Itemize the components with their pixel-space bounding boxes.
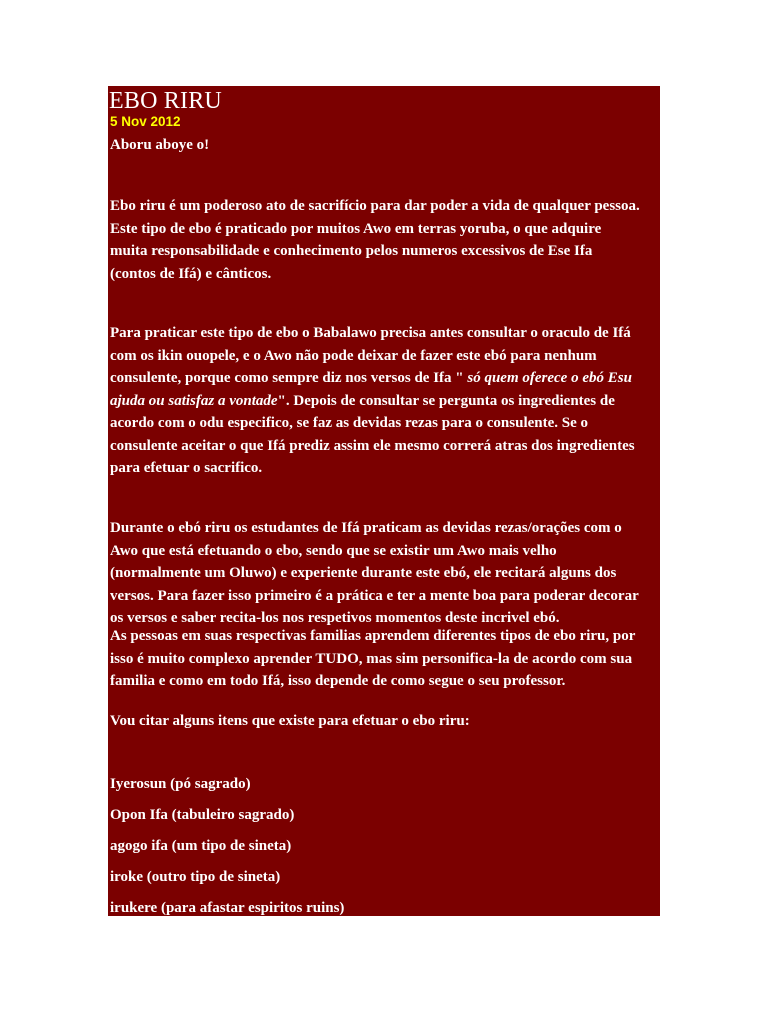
post-date: 5 Nov 2012 xyxy=(110,114,181,129)
paragraph-line: muita responsabilidade e conhecimento pelos numeros excessivos de Ese Ifa xyxy=(110,243,593,259)
list-item: Opon Ifa (tabuleiro sagrado) xyxy=(110,807,295,823)
paragraph-line: consulente aceitar o que Ifá prediz assim ele mesmo correrá atras dos ingredientes xyxy=(110,437,635,454)
paragraph-students xyxy=(110,517,659,630)
paragraph-line: os versos e saber recita-los nos respetivos momentos deste incrivel ebó. xyxy=(110,610,560,626)
paragraph-text: ". Depois de consultar se pergunta os ingredientes de xyxy=(277,392,615,409)
paragraph-line: Para praticar este tipo de ebo o Babalawo precisa antes consultar o oraculo de Ifá xyxy=(110,325,631,341)
blog-post-panel xyxy=(108,86,660,916)
quote-italic: só quem oferece o ebó Esu xyxy=(467,370,632,386)
paragraph-line: Ebo riru é um poderoso ato de sacrifício para dar poder a vida de qualquer pessoa. xyxy=(110,198,640,214)
greeting: Aboru aboye o! xyxy=(110,137,210,153)
list-item: irukere (para afastar espiritos ruins) xyxy=(110,900,345,916)
paragraph-line: com os ikin ouopele, e o Awo não pode deixar de fazer este ebó para nenhum xyxy=(110,347,597,364)
list-item: agogo ifa (um tipo de sineta) xyxy=(110,838,292,854)
paragraph-line xyxy=(110,390,659,413)
list-item: iroke (outro tipo de sineta) xyxy=(110,869,281,885)
post-title: EBO RIRU xyxy=(109,88,222,114)
paragraph-intro xyxy=(110,195,659,285)
paragraph-line: para efetuar o sacrifico. xyxy=(110,460,263,476)
paragraph-line xyxy=(110,367,659,390)
paragraph-items-intro: Vou citar alguns itens que existe para efetuar o ebo riru: xyxy=(110,713,470,729)
paragraph-line: Durante o ebó riru os estudantes de Ifá praticam as devidas rezas/orações com o xyxy=(110,520,622,536)
paragraph-line: (normalmente um Oluwo) e experiente durante este ebó, ele recitará alguns dos xyxy=(110,565,617,581)
paragraph-practice xyxy=(110,322,659,480)
paragraph-line: Awo que está efetuando o ebo, sendo que se existir um Awo mais velho xyxy=(110,542,557,559)
paragraph-line: As pessoas em suas respectivas familias aprendem diferentes tipos de ebo riru, por xyxy=(110,628,636,644)
paragraph-line: versos. Para fazer isso primeiro é a prática e ter a mente boa para poderar decorar xyxy=(110,587,639,604)
paragraph-line: familia e como em todo Ifá, isso depende de como segue o seu professor. xyxy=(110,673,566,689)
paragraph-line: (contos de Ifá) e cânticos. xyxy=(110,265,272,282)
paragraph-line: isso é muito complexo aprender TUDO, mas sim personifica-la de acordo com sua xyxy=(110,650,633,667)
list-item: Iyerosun (pó sagrado) xyxy=(110,776,251,792)
paragraph-text: consulente, porque como sempre diz nos versos de Ifa " xyxy=(110,370,468,386)
paragraph-line: Este tipo de ebo é praticado por muitos Awo em terras yoruba, o que adquire xyxy=(110,220,602,237)
paragraph-line: acordo com o odu especifico, se faz as devidas rezas para o consulente. Se o xyxy=(110,415,589,431)
paragraph-families xyxy=(110,625,659,693)
quote-italic: ajuda ou satisfaz a vontade xyxy=(110,392,278,409)
